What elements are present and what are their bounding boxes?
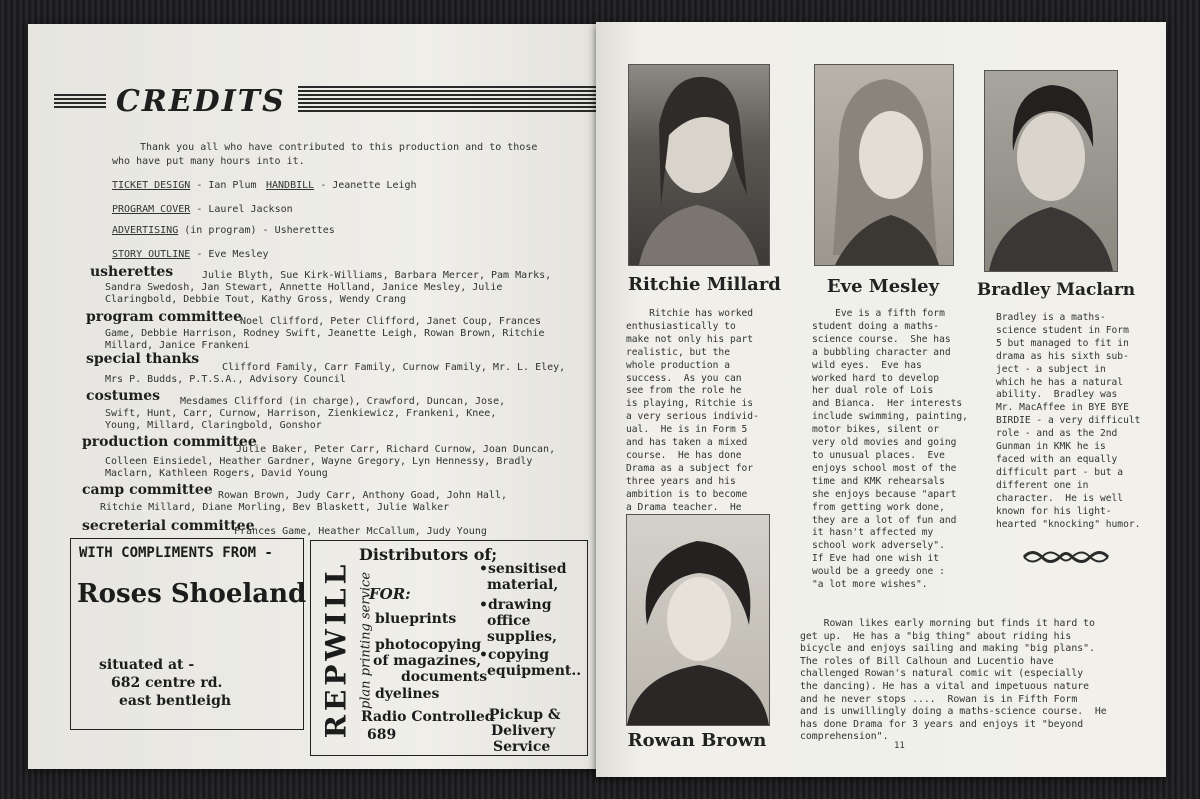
repwill-supply: equipment..: [487, 663, 582, 679]
group-line: Noel Clifford, Peter Clifford, Janet Coup, Frances: [240, 316, 542, 327]
role-value: (in program) - Usherettes: [184, 225, 335, 236]
repwill-item: photocopying: [375, 637, 482, 653]
group-line: Claringbold, Debbie Tout, Kathy Gross, Wendy Crang: [105, 294, 407, 305]
role-value: - Laurel Jackson: [196, 204, 293, 215]
group-heading-camp-committee: camp committee: [82, 482, 213, 498]
repwill-item: blueprints: [375, 611, 457, 627]
left-page: [28, 24, 600, 769]
group-line: Colleen Einsiedel, Heather Gardner, Wayne Gregory, Lyn Hennessy, Bradly: [105, 456, 533, 467]
repwill-distributors: Distributors of;: [359, 545, 498, 564]
group-line: Rowan Brown, Judy Carr, Anthony Goad, John Hall,: [218, 490, 507, 501]
repwill-supply: •sensitised: [479, 561, 567, 577]
photo-eve-mesley: [814, 64, 954, 266]
credits-title: CREDITS: [116, 84, 286, 119]
group-line: Maclarn, Kathleen Rogers, David Young: [105, 468, 328, 479]
cast-name-rowan-brown: Rowan Brown: [627, 730, 767, 751]
role-value: - Jeanette Leigh: [320, 180, 417, 191]
repwill-radio: Radio Controlled: [361, 709, 495, 725]
portrait-silhouette-icon: [815, 65, 953, 265]
bio-bradley-maclarn: Bradley is a maths- science student in Form 5 but managed to fit in drama as his sixth sub- ject - a subject in which he has a natural ability. Bradley was Mr. MacAffee in BYE BYE BIRDIE - a very difficult role - and as the 2nd Gunman in KMK he is faced with an equally difficult part - but a different one in character. He is well known for his light- hearted "knocking" humor.: [996, 312, 1141, 530]
roses-name: Roses Shoeland: [77, 579, 307, 609]
repwill-tagline: plan printing service: [358, 571, 374, 710]
group-line: Swift, Hunt, Carr, Curnow, Harrison, Zienkiewicz, Frankeni, Knee,: [105, 408, 497, 419]
title-stripe-left: [54, 94, 106, 108]
group-line: Ritchie Millard, Diane Morling, Bev Blaskett, Julie Walker: [100, 502, 450, 513]
roses-addr-1: situated at -: [99, 657, 195, 673]
bio-eve-mesley: Eve is a fifth form student doing a maths- science course. She has a bubbling character and wild eyes. Eve has worked hard to develop her dual role of Lois and Bianca. Her interests include swimming, painting, motor bikes, silent or very old movies and going to unusual places. Eve enjoys school most of the time and KMK rehearsals she enjoys because "apart from getting work done, they are a lot of fun and it hasn't affected my school work adversely". If Eve had one wish it would be a greedy one : "a lot more wishes".: [812, 308, 968, 591]
repwill-supply: office: [487, 613, 531, 629]
role-advertising: [112, 225, 335, 238]
repwill-pickup: Service: [493, 739, 551, 755]
group-heading-costumes: costumes: [86, 388, 160, 404]
roses-header: WITH COMPLIMENTS FROM -: [79, 545, 273, 561]
repwill-pickup: Pickup &: [489, 707, 561, 723]
title-stripe-right: [298, 86, 598, 112]
group-line: Sandra Swedosh, Jan Stewart, Annette Holland, Janice Mesley, Julie: [105, 282, 503, 293]
role-label: PROGRAM COVER: [112, 204, 191, 215]
group-line: Millard, Janice Frankeni: [105, 340, 250, 351]
roses-shoeland-ad: [70, 538, 307, 730]
role-value: - Eve Mesley: [196, 249, 269, 260]
group-line: Julie Blyth, Sue Kirk-Williams, Barbara Mercer, Pam Marks,: [202, 270, 552, 281]
repwill-ad: [310, 540, 588, 756]
photo-rowan-brown: [626, 514, 770, 726]
role-program-cover: [112, 204, 293, 217]
portrait-silhouette-icon: [985, 71, 1117, 271]
role-label: HANDBILL: [266, 180, 315, 191]
roses-addr-2: 682 centre rd.: [111, 675, 223, 691]
repwill-item: documents: [401, 669, 488, 685]
repwill-brand: REPWILL: [319, 560, 353, 739]
group-line: Julie Baker, Peter Carr, Richard Curnow, Joan Duncan,: [236, 444, 556, 455]
portrait-silhouette-icon: [629, 65, 769, 265]
repwill-item: of magazines,: [373, 653, 482, 669]
photo-ritchie-millard: [628, 64, 770, 266]
cast-name-bradley-maclarn: Bradley Maclarn: [976, 280, 1136, 300]
group-line: Young, Millard, Claringbold, Gonshor: [105, 420, 322, 431]
group-line: Frances Game, Heather McCallum, Judy Young: [234, 526, 487, 537]
role-label: TICKET DESIGN: [112, 180, 191, 191]
bio-rowan-brown: Rowan likes early morning but finds it hard to get up. He has a "big thing" about riding his bicycle and enjoys sailing and making "big plans". The roles of Bill Calhoun and Lucentio have challenged Rowan's natural comic wit (especially the dancing). He has a vital and impetuous nature and he never stops .... Rowan is in Fifth Form and is unwillingly doing a maths-science course. He has done Drama for 3 years and enjoys it "beyond comprehension".: [800, 618, 1107, 743]
repwill-pickup: Delivery: [491, 723, 556, 739]
repwill-radio-number: 689: [367, 727, 397, 743]
right-page: [596, 22, 1166, 777]
group-heading-program-committee: program committee: [86, 309, 242, 325]
portrait-silhouette-icon: [627, 515, 769, 725]
photo-bradley-maclarn: [984, 70, 1118, 272]
ornament-icon: [1020, 546, 1112, 568]
role-story-outline: [112, 249, 269, 262]
intro-line-1: Thank you all who have contributed to this production and to those: [140, 142, 538, 153]
group-line: Clifford Family, Carr Family, Curnow Family, Mr. L. Eley,: [222, 362, 566, 373]
role-value: - Ian Plum: [196, 180, 257, 191]
group-line: Game, Debbie Harrison, Rodney Swift, Jeanette Leigh, Rowan Brown, Ritchie: [105, 328, 545, 339]
role-label: STORY OUTLINE: [112, 249, 191, 260]
repwill-supply: •drawing: [479, 597, 552, 613]
cast-name-eve-mesley: Eve Mesley: [826, 276, 940, 297]
repwill-item: dyelines: [375, 686, 440, 702]
bio-ritchie-millard: Ritchie has worked enthusiastically to make not only his part realistic, but the whole production a success. As you can see from the role he is playing, Ritchie is a very serious individ- ual. He is in Form 5 and has taken a mixed course. He has done Drama as a subject for three years and his ambition is to become a Drama teacher. He: [626, 308, 759, 513]
group-heading-production-committee: production committee: [82, 434, 257, 450]
roses-addr-3: east bentleigh: [119, 693, 232, 709]
page-number: 11: [894, 741, 905, 751]
repwill-supply: •copying: [479, 647, 550, 663]
group-line: Mesdames Clifford (in charge), Crawford, Duncan, Jose,: [180, 396, 506, 407]
group-line: Mrs P. Budds, P.T.S.A., Advisory Council: [105, 374, 346, 385]
repwill-for: FOR:: [369, 585, 411, 603]
group-heading-usherettes: usherettes: [90, 264, 174, 280]
intro-line-2: who have put many hours into it.: [112, 156, 305, 167]
group-heading-secreterial-committee: secreterial committee: [82, 518, 255, 534]
repwill-supply: material,: [487, 577, 559, 593]
role-label: ADVERTISING: [112, 225, 179, 236]
group-heading-special-thanks: special thanks: [86, 351, 200, 367]
role-handbill: [266, 180, 417, 193]
cast-name-ritchie-millard: Ritchie Millard: [628, 274, 781, 295]
role-ticket-design: [112, 180, 257, 193]
repwill-supply: supplies,: [487, 629, 557, 645]
